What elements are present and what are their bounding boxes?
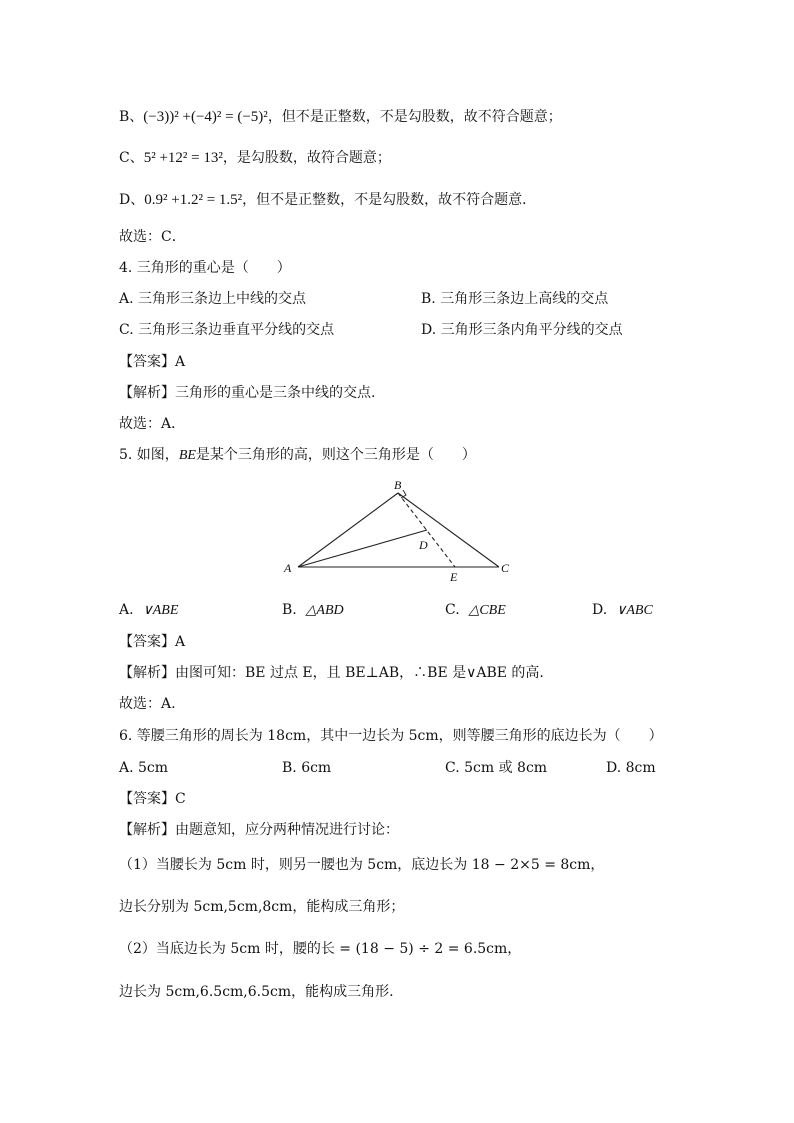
q5-option-b-letter: B. <box>282 602 297 618</box>
q6-analysis: 【解析】由题意知，应分两种情况进行讨论： <box>119 822 399 838</box>
q5-option-c-text: △CBE <box>468 603 506 618</box>
q4-option-b: B. 三角形三条边上高线的交点 <box>421 291 609 307</box>
right-angle-mark <box>401 490 406 498</box>
q3-line-c-text: ，是勾股数，故符合题意； <box>222 150 391 166</box>
q5-option-c-letter: C. <box>445 602 460 618</box>
label-d: D <box>419 538 428 552</box>
q4-option-d: D. 三角形三条内角平分线的交点 <box>421 322 623 338</box>
q6-case1: （1）当腰长为 5cm 时，则另一腰也为 5cm，底边长为 18 − 2×5 = 8cm， <box>119 857 605 873</box>
q6-option-a: A. 5cm <box>119 760 169 776</box>
q3-line-b-text: ，但不是正整数，不是勾股数，故不符合题意； <box>267 109 562 125</box>
q4-option-c: C. 三角形三条边垂直平分线的交点 <box>119 322 335 338</box>
q3-line-d-prefix: D、 <box>119 192 145 208</box>
segment-ab <box>298 493 398 567</box>
q4-analysis: 【解析】三角形的重心是三条中线的交点. <box>119 385 376 401</box>
q3-line-c <box>119 148 391 168</box>
q3-line-b <box>119 107 562 127</box>
q5-stem-var: BE <box>178 448 196 463</box>
q3-line-c-prefix: C、 <box>119 150 144 166</box>
q4-option-a: A. 三角形三条边上中线的交点 <box>119 291 307 307</box>
label-b: B <box>394 478 402 492</box>
q3-choice: 故选：C． <box>119 229 186 245</box>
q3-line-c-math: 5² +12² = 13² <box>143 150 223 166</box>
q5-option-c <box>445 600 506 621</box>
q3-line-d-text: ，但不是正整数，不是勾股数，故不符合题意． <box>242 192 537 208</box>
label-c: C <box>501 561 510 575</box>
q5-analysis: 【解析】由图可知：BE 过点 E，且 BE⊥AB，∴BE 是∨ABE 的高. <box>119 665 544 681</box>
q6-case1-sides: 边长分别为 5cm,5cm,8cm，能构成三角形； <box>119 899 405 915</box>
q3-line-b-prefix: B、 <box>119 109 144 125</box>
q5-stem-suffix: 是某个三角形的高，则这个三角形是（ ） <box>195 447 476 463</box>
q5-option-b <box>282 600 344 621</box>
q5-option-d-letter: D. <box>592 602 608 618</box>
q4-choice: 故选：A． <box>119 416 186 432</box>
q3-line-b-math: (−3))² +(−4)² = (−5)² <box>143 109 268 125</box>
q6-option-d: D. 8cm <box>606 760 656 776</box>
segment-ad <box>298 530 427 567</box>
q6-stem: 6. 等腰三角形的周长为 18cm，其中一边长为 5cm，则等腰三角形的底边长为（ ） <box>119 728 663 744</box>
q3-line-d-math: 0.9² +1.2² = 1.5² <box>144 192 243 208</box>
q6-option-b: B. 6cm <box>282 760 332 776</box>
q6-case2-sides: 边长为 5cm,6.5cm,6.5cm，能构成三角形. <box>119 984 394 1000</box>
q5-stem-prefix: 5. 如图， <box>119 447 179 463</box>
q5-option-a-text: ∨ABE <box>142 603 179 618</box>
q5-option-b-text: △ABD <box>305 603 344 618</box>
q5-option-a <box>119 600 178 621</box>
q6-answer: 【答案】C <box>119 791 186 807</box>
q4-stem: 4. 三角形的重心是（ ） <box>119 260 291 276</box>
q5-stem <box>119 445 476 466</box>
triangle-figure <box>270 474 530 589</box>
q5-choice: 故选：A. <box>119 696 176 712</box>
q3-line-d <box>119 190 536 210</box>
q5-answer: 【答案】A <box>119 634 186 650</box>
q6-option-c: C. 5cm 或 8cm <box>445 760 548 776</box>
q5-option-d-text: ∨ABC <box>616 603 653 618</box>
q5-option-d <box>592 600 653 621</box>
label-a: A <box>284 561 292 575</box>
q4-answer: 【答案】A <box>119 354 186 370</box>
q5-option-a-letter: A. <box>119 602 134 618</box>
label-e: E <box>450 570 458 584</box>
segment-bc <box>398 493 499 567</box>
q6-case2: （2）当底边长为 5cm 时，腰的长 = (18 − 5) ÷ 2 = 6.5cm， <box>119 941 522 957</box>
